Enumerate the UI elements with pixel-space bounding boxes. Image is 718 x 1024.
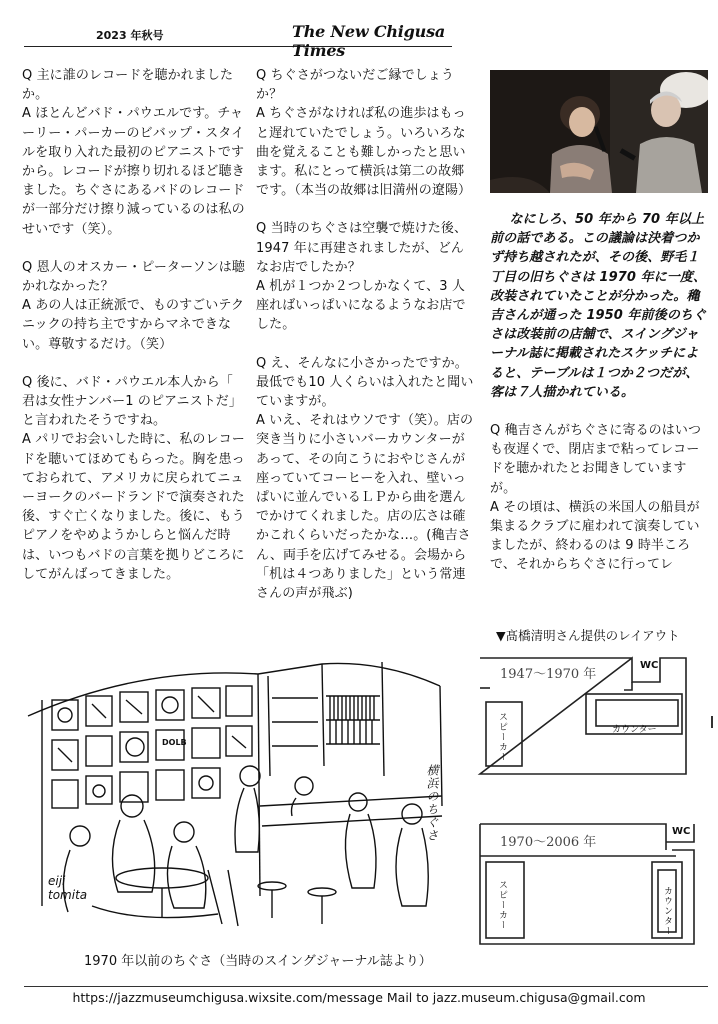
counter-label: カウンター [662,886,672,936]
speaker-label: スピーカー [497,880,507,930]
question: Q 恩人のオスカー・ピーターソンは聴かれなかった？ [22,259,245,295]
sketch-signature: eiji tomita [48,874,88,902]
wc-label: WC [672,826,691,837]
masthead-title: The New Chigusa Times [292,22,446,60]
answer: A パリでお会いした時に、私のレコードを聴いてほめてもらった。胸を患っておられて、アメリカに戻られてニューヨークのバードランドで演奏された後、すぐ亡くなりました。後に、もうピアノをやめようかしらと悩んだ時は、いつもバドの言葉を拠りどころにしてがんばってきました。 [22,432,245,582]
speaker-label: スピーカー [497,712,507,762]
floor-plan-1947-1970 [476,654,704,782]
sketch-inscription: 横浜のちぐさ [425,764,439,842]
sketch-shelf-label: DOLB [162,738,187,747]
plan-period-label: 1947～1970 年 [500,663,596,682]
column-2 [256,66,474,603]
photo-illustration [490,70,708,193]
issue-label: 2023 年秋号 [96,29,164,42]
floor-plan-1970-2006 [476,820,704,948]
answer: A ちぐさがなければ私の進歩はもっと遅れていたでしょう。いろいろな曲を覚えることも難しかったと思います。私にとって横浜は第二の故郷です。（本当の故郷は旧満州の遼陽） [256,106,472,199]
sketch-caption: 1970 年以前のちぐさ（当時のスイングジャーナル誌より） [84,954,432,969]
interview-photo [490,70,708,193]
cafe-sketch [22,656,460,940]
column-1 [22,66,248,584]
column-3 [490,210,708,575]
essay-paragraph: なにしろ、50 年から 70 年以上前の話である。この議論は決着つかず持ち越されたが、その後、野毛１丁目の旧ちぐさは 1970 年に一度、改装されていたことが分かった。穐吉さんが通った 1950 年前後のちぐさは改装前の店舗で、スイングジャーナル誌に掲載されたスケッチによると、テーブルは１つか２つだが、客は７人描かれている。 [490,212,707,400]
question: Q 穐吉さんがちぐさに寄るのはいつも夜遅くで、閉店まで粘ってレコードを聴かれたとお聞きしていますが。 [490,423,702,496]
answer: A いえ、それはウソです（笑）。店の突き当りに小さいバーカウンターがあって、その向こうにおやじさんが座っていてコーヒーを入れ、壁いっぱいに並んでいるＬＰから曲を選んでかけてくれました。店の広さは確かこれくらいだったかな…。(穐吉さん、両手を広げてみせる。会場から「机は４つありました」という常連さんの声が飛ぶ) [256,413,474,602]
answer: A 机が１つか２つしかなくて、3 人座ればいっぱいになるようなお店でした。 [256,279,466,333]
question: Q え、そんなに小さかったですか。最低でも10 人くらいは入れたと聞いていますが。 [256,355,474,410]
footer-divider [24,986,708,987]
counter-label: カウンター [612,725,657,735]
answer: A あの人は正統派で、ものすごいテクニックの持ち主ですからマネできない。尊敬するだけ。（笑） [22,298,245,352]
question: Q 後に、バド・パウエル本人から「 君は女性ナンバー1 のピアニストだ」と言われたそうですね。 [22,374,242,429]
question: Q ちぐさがつないだご縁でしょうか？ [256,68,454,103]
wc-label: WC [640,660,659,671]
plan-period-label: 1970～2006 年 [500,831,596,850]
answer: A その頃は、横浜の米国人の船員が集まるクラブに雇われて演奏していましたが、終わるのは 9 時半ころで、それからちぐさに行ってレ [490,499,700,573]
edge-mark [711,716,713,728]
footer-contact: https://jazzmuseumchigusa.wixsite.com/message Mail to jazz.museum.chigusa@gmail.com [72,990,646,1005]
layout-section-title: ▼髙橋清明さん提供のレイアウト [496,628,680,643]
page-header [24,22,452,60]
answer: A ほとんどバド・パウエルです。チャーリー・パーカーのビバップ・スタイルを取り入れた最初のピアニストですから。レコードが擦り切れるほど聴きました。ちぐさにあるバドのレコードが一部分だけ擦り減っているのは私のせいです（笑）。 [22,106,245,237]
question: Q 当時のちぐさは空襲で焼けた後、1947 年に再建されましたが、どんなお店でしたか？ [256,221,468,275]
question: Q 主に誰のレコードを聴かれましたか。 [22,68,234,103]
